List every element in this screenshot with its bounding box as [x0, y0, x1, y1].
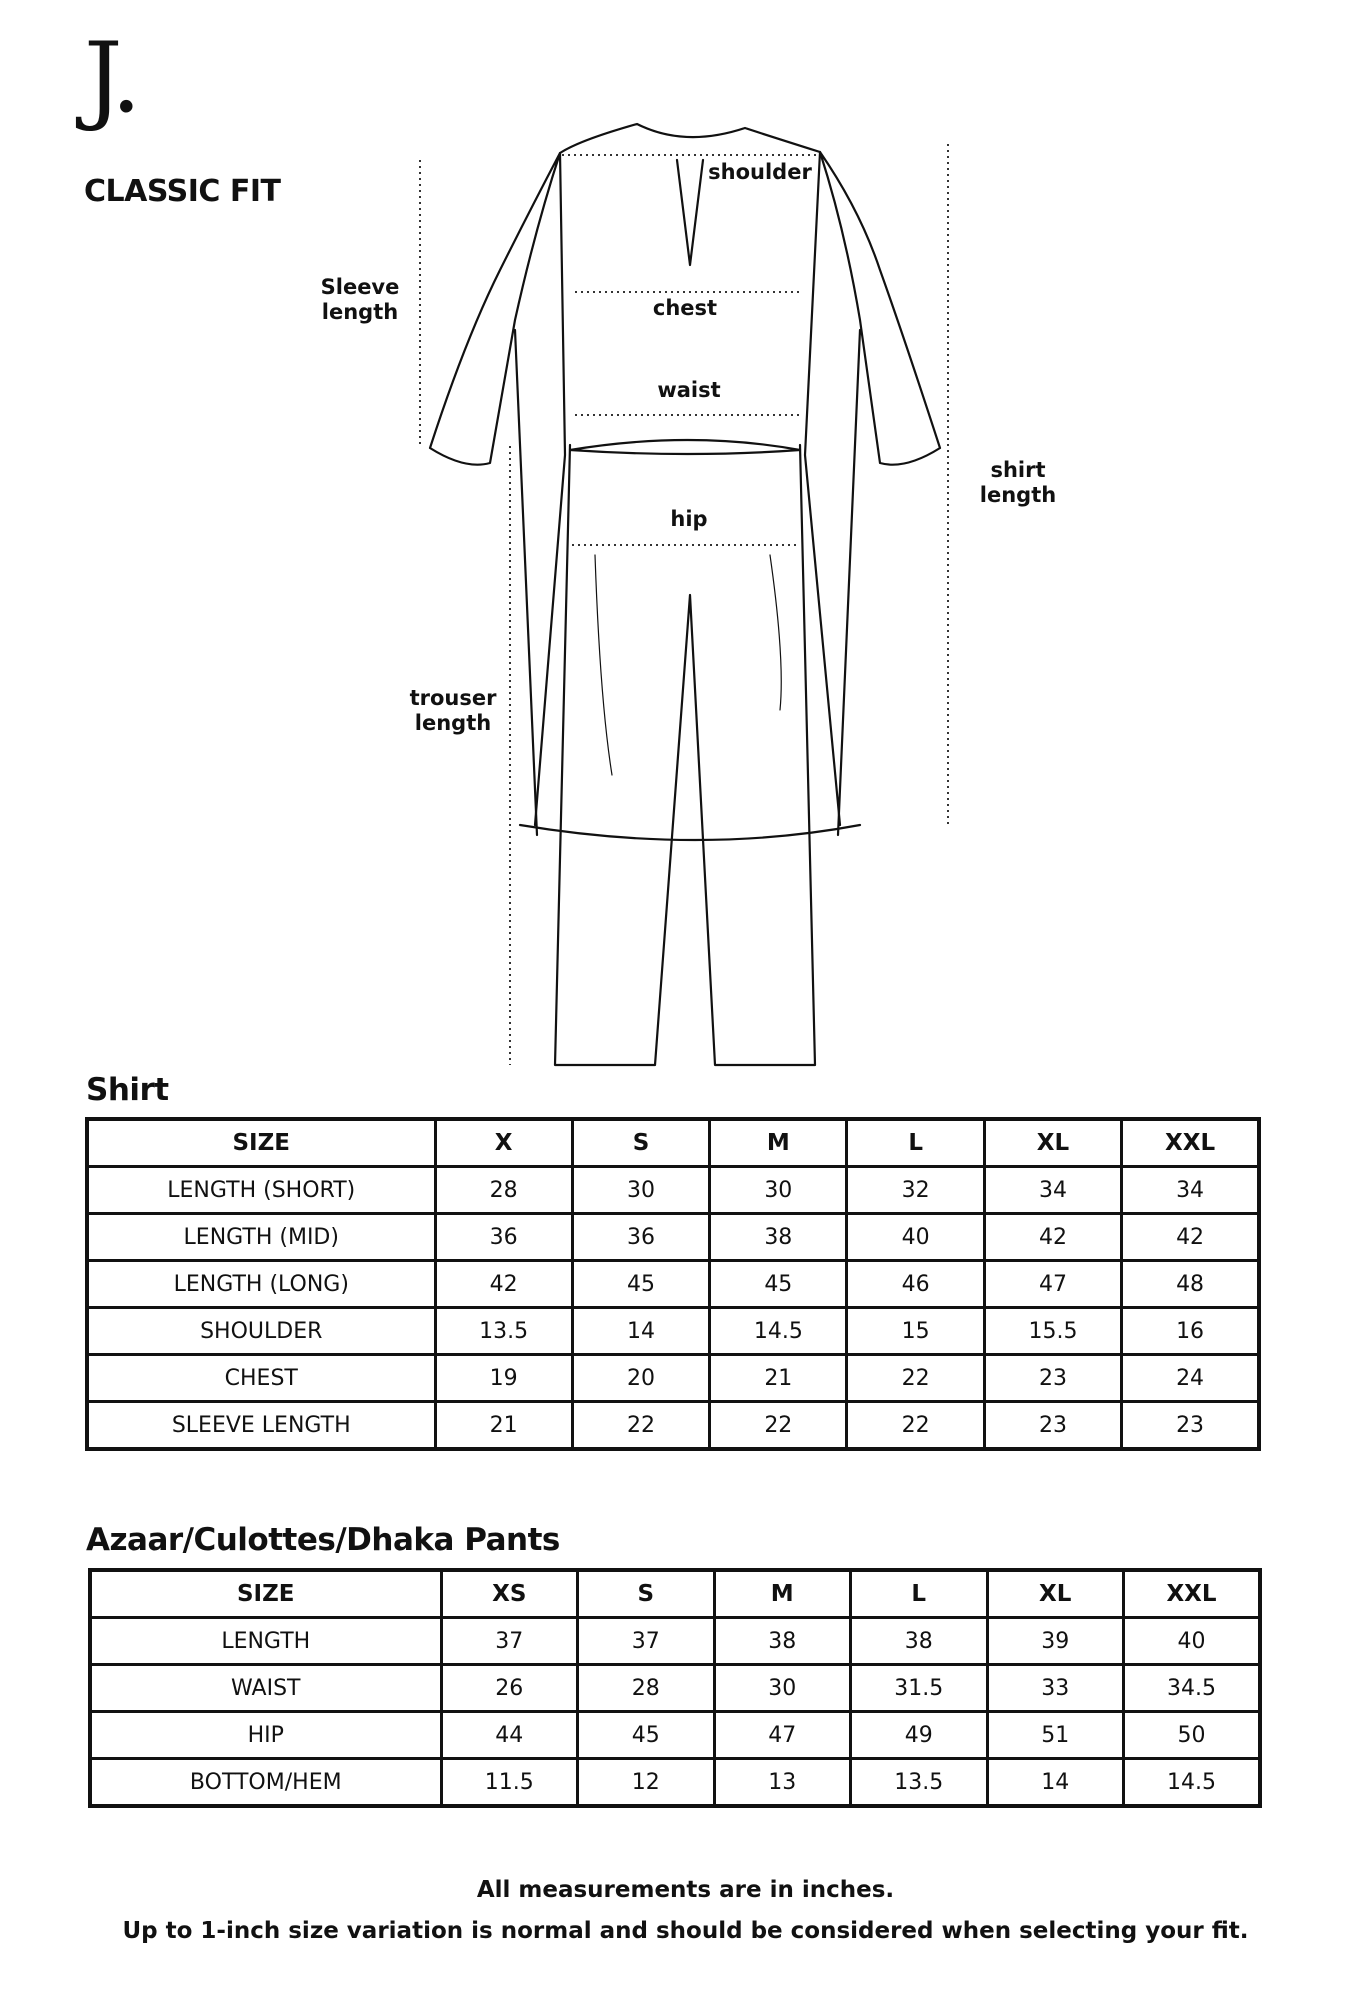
header-cell: XL — [984, 1119, 1121, 1167]
table-cell: 16 — [1122, 1308, 1259, 1355]
label-trouser-length: trouser length — [409, 686, 497, 736]
table-row — [87, 1167, 1259, 1214]
header-cell: XXL — [1124, 1570, 1261, 1618]
row-label: HIP — [90, 1712, 441, 1759]
row-label: LENGTH (MID) — [87, 1214, 435, 1261]
table-cell: 19 — [435, 1355, 572, 1402]
table-cell: 14.5 — [1124, 1759, 1261, 1807]
table-row — [87, 1214, 1259, 1261]
table-cell: 40 — [847, 1214, 984, 1261]
header-cell: X — [435, 1119, 572, 1167]
table-cell: 40 — [1124, 1618, 1261, 1665]
row-label: LENGTH (LONG) — [87, 1261, 435, 1308]
table-cell: 42 — [435, 1261, 572, 1308]
table-row — [87, 1261, 1259, 1308]
table-cell: 21 — [435, 1402, 572, 1450]
table-cell: 38 — [851, 1618, 988, 1665]
header-cell: M — [714, 1570, 851, 1618]
row-label: CHEST — [87, 1355, 435, 1402]
table-cell: 11.5 — [441, 1759, 578, 1807]
table-cell: 38 — [710, 1214, 847, 1261]
row-label: LENGTH — [90, 1618, 441, 1665]
row-label: SHOULDER — [87, 1308, 435, 1355]
table-cell: 22 — [847, 1355, 984, 1402]
label-hip: hip — [670, 507, 708, 531]
row-label: LENGTH (SHORT) — [87, 1167, 435, 1214]
table-cell: 30 — [714, 1665, 851, 1712]
trouser-outline — [555, 445, 815, 1065]
table-cell: 24 — [1122, 1355, 1259, 1402]
table-cell: 42 — [1122, 1214, 1259, 1261]
table-cell: 48 — [1122, 1261, 1259, 1308]
label-sleeve-length: Sleeve length — [320, 275, 400, 325]
table-row — [90, 1665, 1260, 1712]
table-cell: 36 — [572, 1214, 709, 1261]
table-cell: 22 — [847, 1402, 984, 1450]
table-row — [90, 1712, 1260, 1759]
table-cell: 47 — [714, 1712, 851, 1759]
table-cell: 13.5 — [435, 1308, 572, 1355]
header-cell: L — [851, 1570, 988, 1618]
table-cell: 30 — [710, 1167, 847, 1214]
label-waist: waist — [657, 378, 721, 402]
pants-size-table — [88, 1568, 1262, 1808]
waistband — [570, 440, 800, 454]
table-row — [87, 1355, 1259, 1402]
table-cell: 36 — [435, 1214, 572, 1261]
table-cell: 50 — [1124, 1712, 1261, 1759]
table-cell: 23 — [1122, 1402, 1259, 1450]
table-row — [87, 1402, 1259, 1450]
header-cell: S — [578, 1570, 715, 1618]
header-cell: L — [847, 1119, 984, 1167]
brand-logo: J. — [84, 22, 138, 134]
table-cell: 28 — [435, 1167, 572, 1214]
table-cell: 32 — [847, 1167, 984, 1214]
table-cell: 30 — [572, 1167, 709, 1214]
table-cell: 45 — [572, 1261, 709, 1308]
table-cell: 14 — [987, 1759, 1124, 1807]
header-cell: SIZE — [90, 1570, 441, 1618]
table-cell: 51 — [987, 1712, 1124, 1759]
table-cell: 49 — [851, 1712, 988, 1759]
table-cell: 20 — [572, 1355, 709, 1402]
footer-note-units: All measurements are in inches. — [476, 1877, 895, 1903]
pants-section-title: Azaar/Culottes/Dhaka Pants — [86, 1522, 560, 1558]
table-header-row — [90, 1570, 1260, 1618]
table-cell: 34 — [984, 1167, 1121, 1214]
table-cell: 34 — [1122, 1167, 1259, 1214]
row-label: BOTTOM/HEM — [90, 1759, 441, 1807]
header-cell: XXL — [1122, 1119, 1259, 1167]
table-cell: 13.5 — [851, 1759, 988, 1807]
table-cell: 46 — [847, 1261, 984, 1308]
table-cell: 28 — [578, 1665, 715, 1712]
table-row — [90, 1759, 1260, 1807]
table-cell: 44 — [441, 1712, 578, 1759]
label-shoulder: shoulder — [708, 160, 812, 184]
table-cell: 45 — [578, 1712, 715, 1759]
row-label: WAIST — [90, 1665, 441, 1712]
table-cell: 33 — [987, 1665, 1124, 1712]
shirt-size-table — [85, 1117, 1261, 1451]
shirt-section-title: Shirt — [86, 1072, 169, 1108]
table-cell: 15 — [847, 1308, 984, 1355]
table-cell: 22 — [572, 1402, 709, 1450]
label-chest: chest — [652, 296, 718, 320]
table-cell: 31.5 — [851, 1665, 988, 1712]
header-cell: S — [572, 1119, 709, 1167]
header-cell: XS — [441, 1570, 578, 1618]
table-cell: 38 — [714, 1618, 851, 1665]
label-shirt-length: shirt length — [979, 458, 1057, 508]
table-cell: 45 — [710, 1261, 847, 1308]
table-cell: 14.5 — [710, 1308, 847, 1355]
table-cell: 22 — [710, 1402, 847, 1450]
table-row — [87, 1308, 1259, 1355]
table-cell: 42 — [984, 1214, 1121, 1261]
footer-note-variation: Up to 1-inch size variation is normal and should be considered when selecting your fit. — [122, 1918, 1249, 1944]
row-label: SLEEVE LENGTH — [87, 1402, 435, 1450]
table-row — [90, 1618, 1260, 1665]
page-title: CLASSIC FIT — [84, 174, 281, 209]
table-cell: 37 — [578, 1618, 715, 1665]
table-cell: 13 — [714, 1759, 851, 1807]
table-cell: 47 — [984, 1261, 1121, 1308]
table-cell: 34.5 — [1124, 1665, 1261, 1712]
table-cell: 23 — [984, 1355, 1121, 1402]
table-cell: 12 — [578, 1759, 715, 1807]
header-cell: XL — [987, 1570, 1124, 1618]
header-cell: M — [710, 1119, 847, 1167]
table-cell: 21 — [710, 1355, 847, 1402]
table-cell: 39 — [987, 1618, 1124, 1665]
table-cell: 15.5 — [984, 1308, 1121, 1355]
table-cell: 26 — [441, 1665, 578, 1712]
table-header-row — [87, 1119, 1259, 1167]
table-cell: 23 — [984, 1402, 1121, 1450]
header-cell: SIZE — [87, 1119, 435, 1167]
table-cell: 14 — [572, 1308, 709, 1355]
table-cell: 37 — [441, 1618, 578, 1665]
